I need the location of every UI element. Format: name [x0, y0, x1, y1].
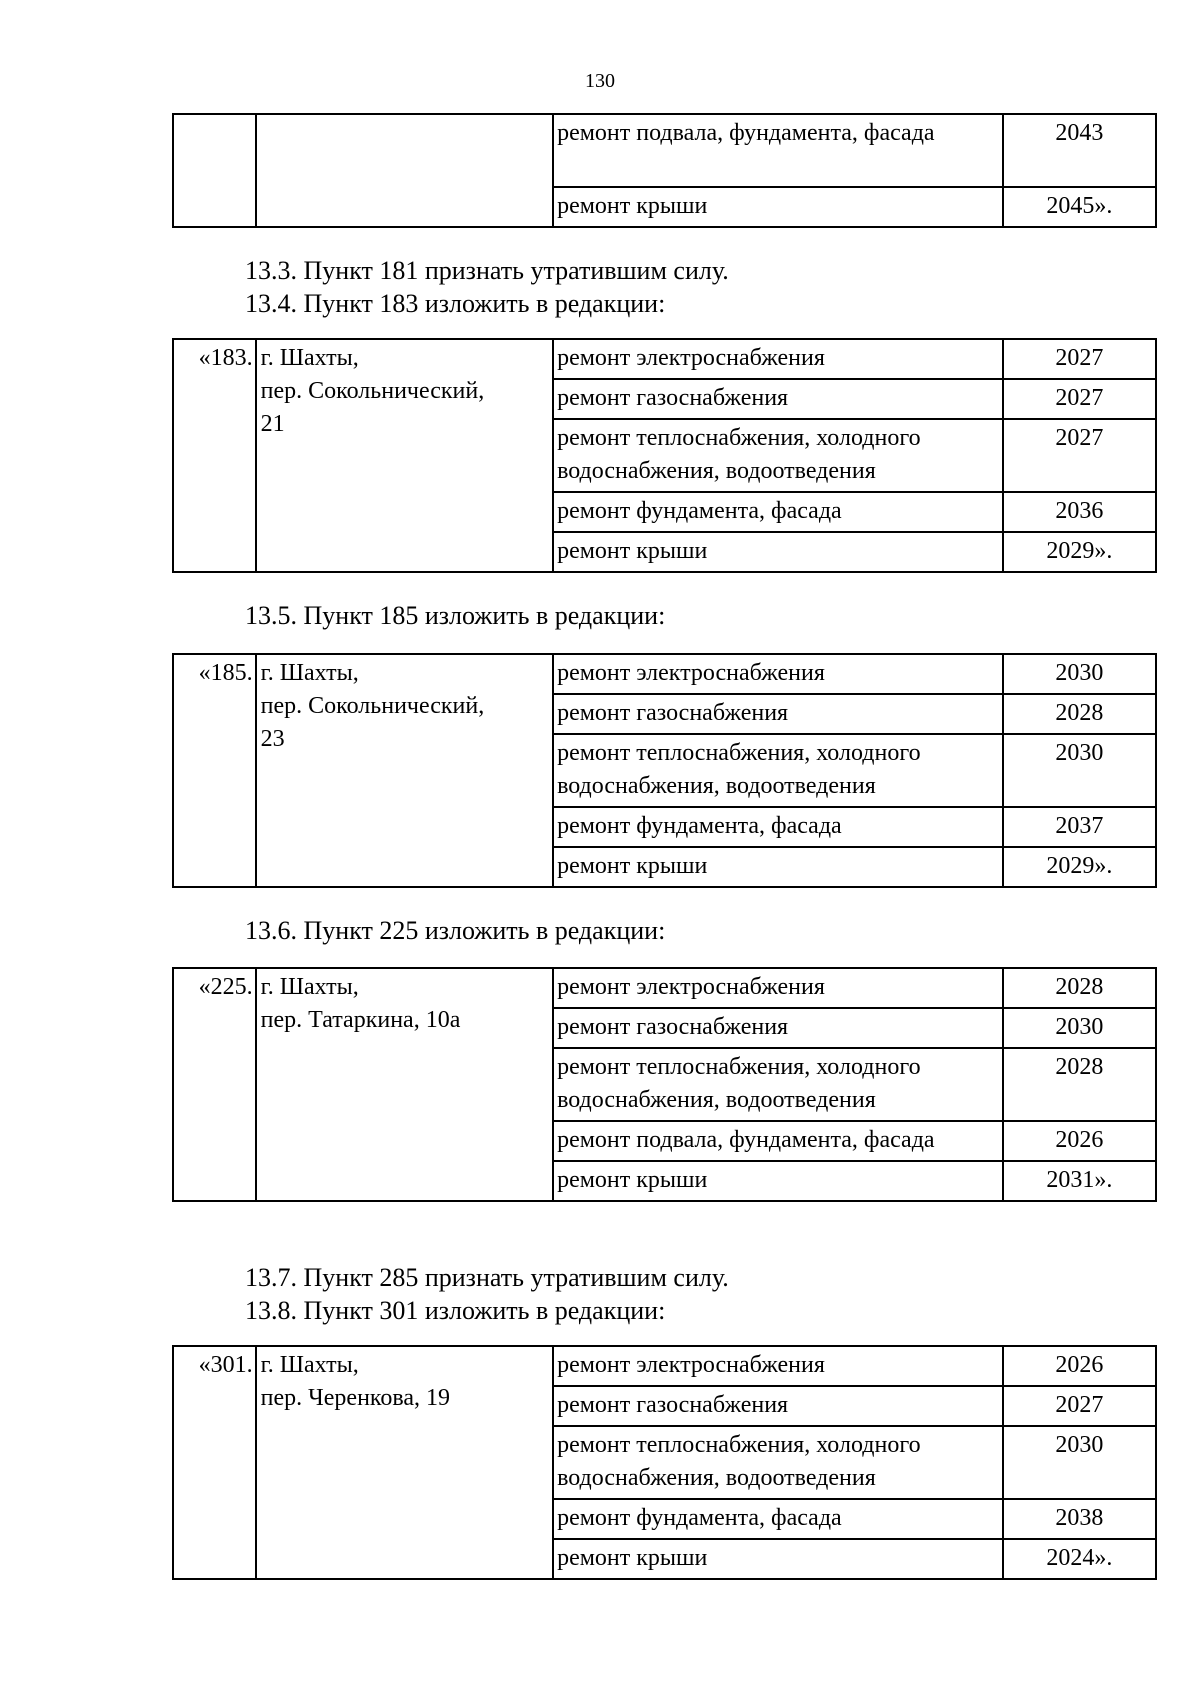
work-type-cell: ремонт газоснабжения — [553, 1008, 1003, 1048]
address-line: пер. Черенкова, 19 — [260, 1385, 451, 1411]
work-type-cell: ремонт крыши — [553, 187, 1003, 227]
year-cell: 2030 — [1003, 654, 1156, 694]
amendment-paragraph: 13.8. Пункт 301 изложить в редакции: — [245, 1296, 666, 1325]
amendment-paragraphs — [245, 254, 729, 320]
work-type-cell: ремонт подвала, фундамента, фасада — [553, 114, 1003, 187]
amendment-paragraph: 13.7. Пункт 285 признать утратившим силу. — [245, 1263, 729, 1292]
work-type-cell: ремонт фундамента, фасада — [553, 492, 1003, 532]
item-number-cell — [173, 114, 256, 227]
address-line: г. Шахты, — [260, 345, 359, 371]
work-type-cell: ремонт крыши — [553, 1161, 1003, 1201]
address-cell — [256, 654, 553, 887]
amendment-paragraphs — [245, 599, 665, 632]
item-number-cell: «301. — [173, 1346, 256, 1579]
address-line: г. Шахты, — [260, 974, 359, 1000]
work-type-cell: ремонт фундамента, фасада — [553, 807, 1003, 847]
address-line: г. Шахты, — [260, 1352, 359, 1378]
year-cell: 2027 — [1003, 339, 1156, 379]
work-type-cell: ремонт электроснабжения — [553, 968, 1003, 1008]
item-185-table — [172, 653, 1157, 888]
work-type-cell: ремонт фундамента, фасада — [553, 1499, 1003, 1539]
year-cell: 2045». — [1003, 187, 1156, 227]
work-type-cell: ремонт электроснабжения — [553, 1346, 1003, 1386]
page-number: 130 — [585, 70, 615, 92]
work-type-cell: ремонт электроснабжения — [553, 654, 1003, 694]
item-225-table — [172, 967, 1157, 1202]
item-301-table — [172, 1345, 1157, 1580]
work-type-cell: ремонт электроснабжения — [553, 339, 1003, 379]
work-type-cell: ремонт подвала, фундамента, фасада — [553, 1121, 1003, 1161]
work-type-cell: ремонт крыши — [553, 847, 1003, 887]
item-number-cell: «185. — [173, 654, 256, 887]
work-type-cell: ремонт газоснабжения — [553, 1386, 1003, 1426]
year-cell: 2027 — [1003, 419, 1156, 492]
year-cell: 2043 — [1003, 114, 1156, 187]
work-type-cell: ремонт теплоснабжения, холодного водоснабжения, водоотведения — [553, 419, 1003, 492]
amendment-paragraph: 13.6. Пункт 225 изложить в редакции: — [245, 916, 666, 945]
amendment-paragraphs — [245, 1261, 729, 1327]
work-type-cell: ремонт теплоснабжения, холодного водоснабжения, водоотведения — [553, 1048, 1003, 1121]
table-row — [173, 339, 1156, 379]
address-line: пер. Татаркина, 10а — [260, 1007, 461, 1033]
year-cell: 2038 — [1003, 1499, 1156, 1539]
year-cell: 2026 — [1003, 1346, 1156, 1386]
amendment-paragraph: 13.3. Пункт 181 признать утратившим силу. — [245, 256, 729, 285]
table-row — [173, 114, 1156, 187]
address-line: 21 — [260, 411, 285, 437]
item-number-cell: «183. — [173, 339, 256, 572]
amendment-paragraphs — [245, 914, 665, 947]
work-type-cell: ремонт газоснабжения — [553, 379, 1003, 419]
year-cell: 2027 — [1003, 1386, 1156, 1426]
year-cell: 2026 — [1003, 1121, 1156, 1161]
year-cell: 2027 — [1003, 379, 1156, 419]
work-type-cell: ремонт теплоснабжения, холодного водоснабжения, водоотведения — [553, 1426, 1003, 1499]
work-type-cell: ремонт газоснабжения — [553, 694, 1003, 734]
amendment-paragraph: 13.5. Пункт 185 изложить в редакции: — [245, 601, 666, 630]
year-cell: 2037 — [1003, 807, 1156, 847]
work-type-cell: ремонт крыши — [553, 1539, 1003, 1579]
year-cell: 2031». — [1003, 1161, 1156, 1201]
address-cell — [256, 114, 553, 227]
item-183-table — [172, 338, 1157, 573]
table-row — [173, 1346, 1156, 1386]
work-type-cell: ремонт крыши — [553, 532, 1003, 572]
year-cell: 2030 — [1003, 1426, 1156, 1499]
item-number-cell: «225. — [173, 968, 256, 1201]
work-type-cell: ремонт теплоснабжения, холодного водоснабжения, водоотведения — [553, 734, 1003, 807]
address-cell — [256, 968, 553, 1201]
year-cell: 2029». — [1003, 847, 1156, 887]
address-cell — [256, 339, 553, 572]
continuation-table — [172, 113, 1157, 228]
address-line: пер. Сокольнический, — [260, 693, 485, 719]
amendment-paragraph: 13.4. Пункт 183 изложить в редакции: — [245, 289, 666, 318]
address-line: г. Шахты, — [260, 660, 359, 686]
table-row — [173, 654, 1156, 694]
year-cell: 2028 — [1003, 968, 1156, 1008]
year-cell: 2028 — [1003, 694, 1156, 734]
year-cell: 2029». — [1003, 532, 1156, 572]
year-cell: 2028 — [1003, 1048, 1156, 1121]
year-cell: 2030 — [1003, 734, 1156, 807]
address-line: 23 — [260, 726, 285, 752]
address-line: пер. Сокольнический, — [260, 378, 485, 404]
address-cell — [256, 1346, 553, 1579]
table-row — [173, 968, 1156, 1008]
year-cell: 2030 — [1003, 1008, 1156, 1048]
year-cell: 2024». — [1003, 1539, 1156, 1579]
year-cell: 2036 — [1003, 492, 1156, 532]
